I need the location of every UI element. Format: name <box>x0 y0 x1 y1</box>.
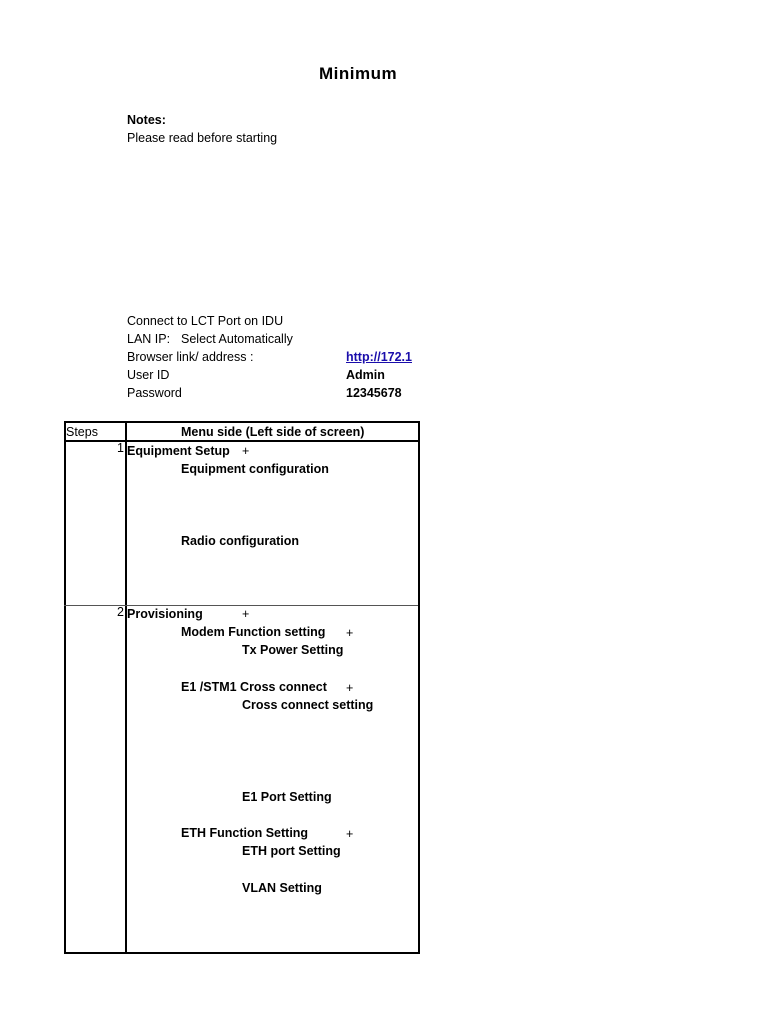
menu-group: ETH Function Setting <box>181 826 309 840</box>
page-title: Minimum <box>319 64 398 83</box>
expand-plus: + <box>242 444 250 458</box>
expand-plus: + <box>242 607 250 621</box>
menu-group: E1 /STM1 Cross connect <box>181 680 327 694</box>
browser-link[interactable]: http://172.1 <box>346 350 412 364</box>
menu-group: Modem Function setting <box>181 625 326 639</box>
expand-plus: + <box>346 681 354 695</box>
menu-subitem: E1 Port Setting <box>242 790 332 804</box>
step-title: Equipment Setup <box>127 444 230 458</box>
menu-subitem: ETH port Setting <box>242 844 341 858</box>
header-steps: Steps <box>66 425 98 439</box>
menu-item: Radio configuration <box>181 534 300 548</box>
user-id-label: User ID <box>127 368 170 382</box>
browser-link-label: Browser link/ address : <box>127 350 254 364</box>
lan-ip-label: LAN IP: <box>127 332 171 346</box>
step-number: 2 <box>117 605 124 619</box>
menu-item: Equipment configuration <box>181 462 329 476</box>
expand-plus: + <box>346 626 354 640</box>
menu-subitem: Cross connect setting <box>242 698 374 712</box>
menu-subitem: VLAN Setting <box>242 881 322 895</box>
password-value: 12345678 <box>346 386 402 400</box>
header-menu: Menu side (Left side of screen) <box>181 425 365 439</box>
menu-subitem: Tx Power Setting <box>242 643 344 657</box>
notes-line: Please read before starting <box>127 131 278 145</box>
connect-text: Connect to LCT Port on IDU <box>127 314 284 328</box>
password-label: Password <box>127 386 182 400</box>
step-title: Provisioning <box>127 607 203 621</box>
lan-ip-value: Select Automatically <box>181 332 293 346</box>
notes-heading: Notes: <box>127 113 166 127</box>
table-column-divider <box>125 421 127 952</box>
expand-plus: + <box>346 827 354 841</box>
user-id-value: Admin <box>346 368 385 382</box>
step-number: 1 <box>117 441 124 455</box>
